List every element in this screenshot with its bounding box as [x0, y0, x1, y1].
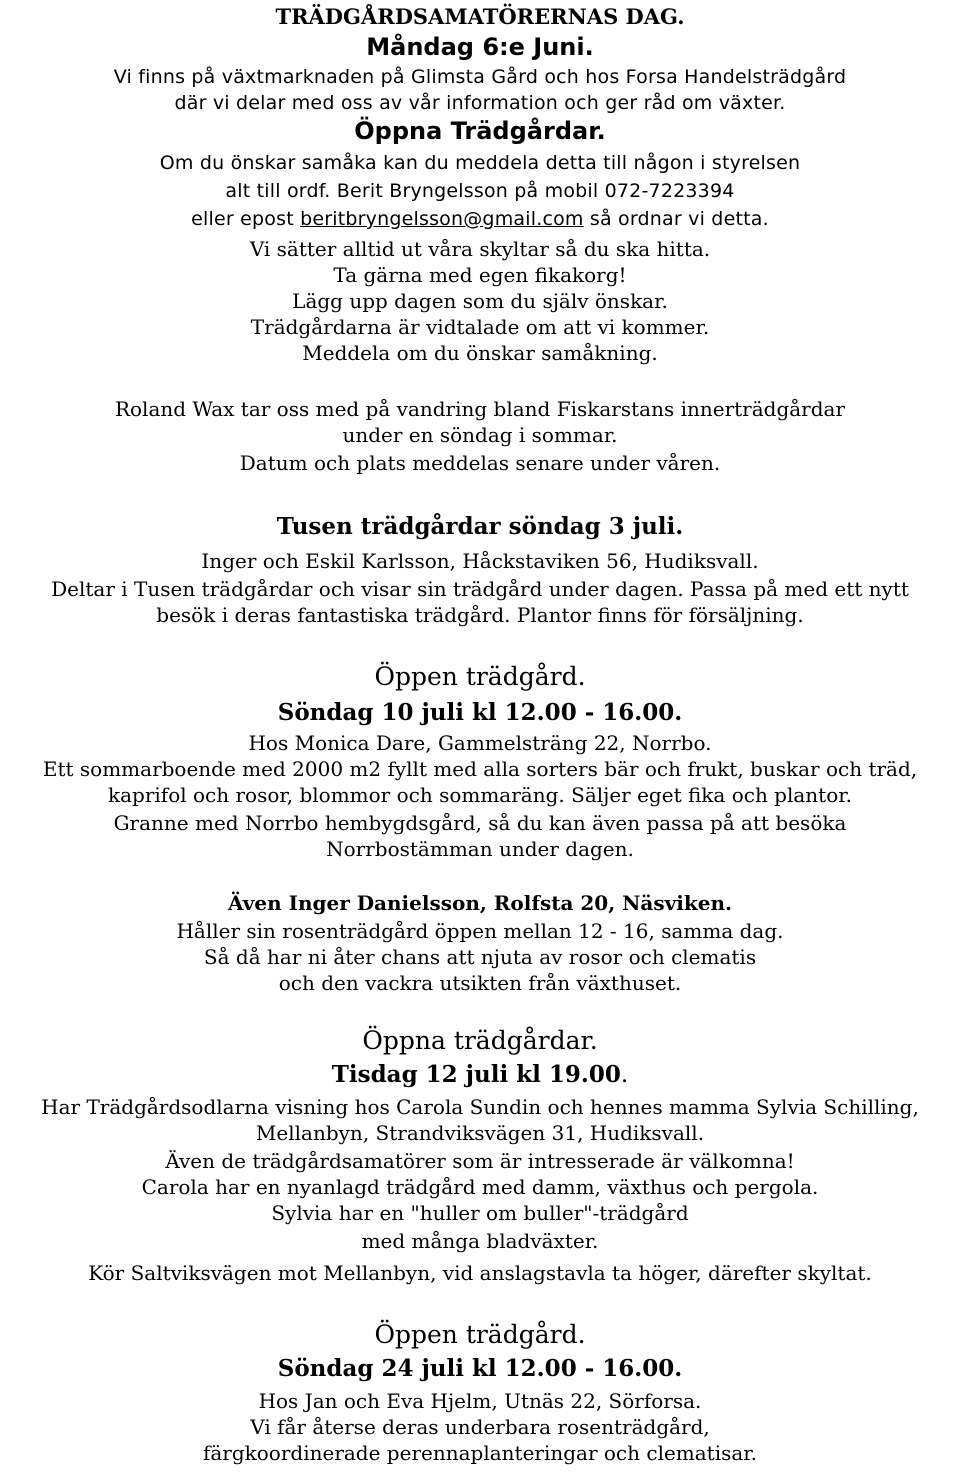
text-line: färgkoordinerade perennaplanteringar och clematisar. — [202, 1441, 758, 1465]
section-heading: Tusen trädgårdar söndag 3 juli. — [276, 513, 684, 540]
text-line: Lägg upp dagen som du själv önskar. — [292, 289, 668, 313]
text-line: Deltar i Tusen trädgårdar och visar sin trädgård under dagen. Passa på med ett nytt — [51, 577, 909, 601]
text-line: Vi sätter alltid ut våra skyltar så du ska hitta. — [249, 237, 711, 261]
text-line: där vi delar med oss av vår information och ger råd om växter. — [174, 92, 786, 114]
text-line: Datum och plats meddelas senare under våren. — [239, 451, 721, 475]
text-line: Ta gärna med egen fikakorg! — [333, 263, 627, 287]
text-line: alt till ordf. Berit Bryngelsson på mobil 072-7223394 — [225, 180, 735, 202]
text-line: Sylvia har en "huller om buller"-trädgård — [271, 1201, 689, 1225]
document-title: TRÄDGÅRDSAMATÖRERNAS DAG. — [275, 4, 685, 29]
text-line: Meddela om du önskar samåkning. — [302, 341, 658, 365]
text-line: Hos Jan och Eva Hjelm, Utnäs 22, Sörforsa. — [258, 1389, 702, 1413]
text-line: Om du önskar samåka kan du meddela detta till någon i styrelsen — [159, 152, 801, 174]
date-heading: Söndag 24 juli kl 12.00 - 16.00. — [277, 1355, 683, 1382]
section-heading: Även Inger Danielsson, Rolfsta 20, Näsviken. — [228, 891, 732, 915]
date-heading — [0, 1062, 960, 1088]
text-line: kaprifol och rosor, blommor och sommaräng. Säljer eget fika och plantor. — [108, 783, 852, 807]
text-line: Carola har en nyanlagd trädgård med damm, växthus och pergola. — [141, 1175, 819, 1199]
text-line: Roland Wax tar oss med på vandring bland Fiskarstans innerträdgårdar — [114, 397, 846, 421]
text-line: Vi får återse deras underbara rosenträdgård, — [250, 1415, 710, 1439]
text-line: Håller sin rosenträdgård öppen mellan 12 - 16, samma dag. — [176, 919, 784, 943]
section-heading: Öppen trädgård. — [374, 1320, 586, 1349]
text-line: besök i deras fantastiska trädgård. Plantor finns för försäljning. — [156, 603, 804, 627]
text-line: Har Trädgårdsodlarna visning hos Carola Sundin och hennes mamma Sylvia Schilling, — [41, 1095, 919, 1119]
text-line: Hos Monica Dare, Gammelsträng 22, Norrbo. — [248, 731, 712, 755]
text-line-with-email — [0, 206, 960, 232]
text-line: Inger och Eskil Karlsson, Håckstaviken 56, Hudiksvall. — [201, 549, 759, 573]
text-line: Även de trädgårdsamatörer som är intresserade är välkomna! — [165, 1149, 795, 1173]
text-fragment: så ordnar vi detta. — [583, 208, 769, 230]
text-line: Kör Saltviksvägen mot Mellanbyn, vid anslagstavla ta höger, därefter skyltat. — [88, 1261, 872, 1285]
text-line: Mellanbyn, Strandviksvägen 31, Hudiksvall. — [255, 1121, 705, 1145]
text-line: Granne med Norrbo hembygdsgård, så du kan även passa på att besöka — [113, 811, 847, 835]
text-line: med många bladväxter. — [361, 1229, 599, 1253]
text-line: Ett sommarboende med 2000 m2 fyllt med alla sorters bär och frukt, buskar och träd, — [42, 757, 918, 781]
email-link[interactable]: beritbryngelsson@gmail.com — [300, 208, 584, 230]
date-heading-1: Måndag 6:e Juni. — [366, 33, 594, 61]
text-fragment: eller epost — [191, 208, 301, 230]
date-dot: . — [620, 1062, 629, 1088]
text-line: Trädgårdarna är vidtalade om att vi kommer. — [250, 315, 710, 339]
date-heading: Söndag 10 juli kl 12.00 - 16.00. — [277, 699, 683, 726]
text-line: Vi finns på växtmarknaden på Glimsta Gård och hos Forsa Handelsträdgård — [113, 66, 847, 88]
text-line: Så då har ni åter chans att njuta av rosor och clematis — [203, 945, 757, 969]
section-heading: Öppna trädgårdar. — [362, 1026, 598, 1055]
section-heading: Öppna Trädgårdar. — [354, 117, 606, 145]
date-text: Tisdag 12 juli kl 19.00 — [331, 1061, 621, 1088]
text-line: och den vackra utsikten från växthuset. — [278, 971, 682, 995]
text-line: under en söndag i sommar. — [342, 423, 618, 447]
text-line: Norrbostämman under dagen. — [326, 837, 634, 861]
section-heading: Öppen trädgård. — [374, 662, 586, 691]
